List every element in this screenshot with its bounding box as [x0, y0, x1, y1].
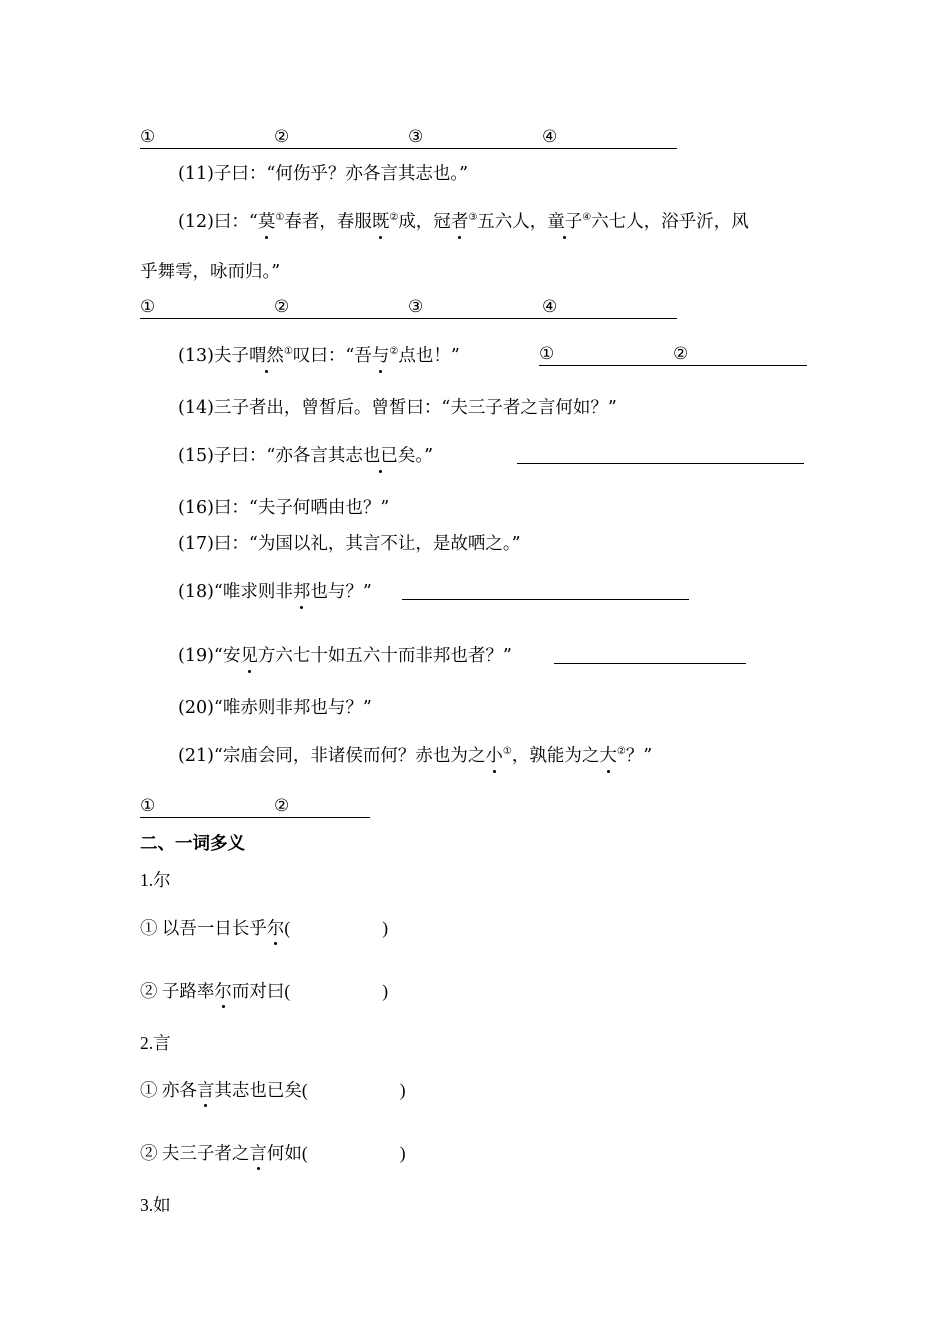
text-line-20: (20)“唯赤则非邦也与？”: [178, 698, 372, 718]
dotted-word: 小: [485, 746, 503, 766]
blank-number: ②: [673, 344, 689, 364]
text-segment: 成，冠: [398, 212, 451, 232]
dotted-word: 莫: [257, 212, 276, 232]
footnote-marker: ①: [283, 346, 293, 357]
blank-number: ①: [539, 344, 555, 364]
item-number: ①: [140, 1080, 158, 1100]
item-text: 夫三子者之: [161, 1143, 250, 1163]
footnote-marker: ③: [468, 212, 478, 223]
answer-paren-open: (: [284, 918, 291, 938]
dotted-word: 既: [371, 212, 390, 232]
answer-paren-close: ): [382, 981, 389, 1001]
text-line-12a: [178, 210, 749, 234]
text-segment: 点也！”: [398, 346, 460, 366]
blank-number: ④: [542, 127, 558, 147]
text-segment: (15)子曰：“亦各言其志: [178, 446, 363, 466]
blank-number: ①: [140, 297, 156, 317]
dotted-word: 喟然: [248, 346, 284, 366]
footnote-marker: ①: [275, 212, 285, 223]
text-segment: 叹曰：“吾: [292, 346, 372, 366]
polysemy-item: [140, 916, 388, 940]
answer-blank[interactable]: [517, 463, 804, 464]
text-line-21: [178, 744, 652, 768]
footnote-marker: ②: [616, 746, 626, 757]
answer-blank[interactable]: [140, 795, 370, 818]
text-segment: 也与？”: [310, 582, 372, 602]
blank-number: ③: [408, 127, 424, 147]
text-line-19: [178, 644, 512, 668]
text-segment: (21)“宗庙会同，非诸侯而何？赤也为之: [178, 746, 486, 766]
answer-paren-open: (: [284, 981, 291, 1001]
text-segment: ，孰能为之: [511, 746, 600, 766]
answer-paren-open: (: [301, 1080, 308, 1100]
answer-paren-close: ): [399, 1143, 406, 1163]
polysemy-item: [140, 979, 388, 1003]
text-line-13: [178, 344, 460, 368]
dotted-word: 言: [249, 1143, 267, 1163]
item-number: ①: [140, 918, 158, 938]
footnote-marker: ①: [502, 746, 512, 757]
item-text: 而对曰: [231, 981, 285, 1001]
answer-paren-open: (: [301, 1143, 308, 1163]
item-text: 何如: [266, 1143, 302, 1163]
answer-paren-close: ): [382, 918, 389, 938]
blank-number: ②: [274, 297, 290, 317]
text-segment: (13)夫子: [178, 346, 249, 366]
text-segment: (18)“唯求则非: [178, 582, 293, 602]
group-heading: 3.如: [140, 1195, 171, 1215]
text-line-15: [178, 444, 433, 468]
dotted-word: 言: [196, 1080, 215, 1100]
text-line-12b: 乎舞雩，咏而归。”: [140, 262, 281, 282]
dotted-word: 与: [371, 346, 390, 366]
answer-paren-close: ): [399, 1080, 406, 1100]
text-segment: 春者，春服: [284, 212, 372, 232]
text-segment: 五六人，: [477, 212, 548, 232]
text-line-17: (17)曰：“为国以礼，其言不让，是故哂之。”: [178, 534, 521, 554]
group-heading: 2.言: [140, 1033, 171, 1053]
text-line-14: (14)三子者出，曾皙后。曾皙曰：“夫三子者之言何如？”: [178, 398, 617, 418]
polysemy-item: [140, 1078, 406, 1102]
answer-blanks-row-3: [539, 343, 807, 367]
item-text: 子路率: [161, 981, 215, 1001]
blank-number: ④: [542, 297, 558, 317]
text-segment: 矣。”: [397, 446, 434, 466]
answer-blanks-row-2: [140, 296, 677, 320]
dotted-word: 邦: [292, 582, 311, 602]
answer-blank[interactable]: [402, 599, 689, 600]
blank-number: ①: [140, 796, 156, 816]
item-number: ②: [140, 1143, 158, 1163]
item-text: 亦各: [161, 1080, 197, 1100]
dotted-word: 者: [450, 212, 469, 232]
answer-blanks-row-4: [140, 795, 370, 819]
text-line-16: (16)曰：“夫子何哂由也？”: [178, 498, 390, 518]
footnote-marker: ②: [389, 212, 399, 223]
text-segment: ？”: [625, 746, 653, 766]
dotted-word: 见: [240, 646, 258, 666]
text-segment: (19)“安: [178, 646, 241, 666]
answer-blank[interactable]: [554, 663, 746, 664]
text-segment: 六七人，浴乎沂，风: [591, 212, 749, 232]
text-segment: 方六七十如五六十而非邦也者？”: [257, 646, 512, 666]
text-line-18: [178, 580, 372, 604]
polysemy-item: [140, 1141, 406, 1165]
item-text: 其志也已矣: [214, 1080, 302, 1100]
blank-number: ②: [274, 127, 290, 147]
dotted-word: 尔: [214, 981, 232, 1001]
item-text: 以吾一日长乎: [161, 918, 267, 938]
text-segment: (12)曰：“: [178, 212, 258, 232]
section-heading: 二、一词多义: [140, 834, 245, 854]
blank-number: ③: [408, 297, 424, 317]
dotted-word: 大: [599, 746, 617, 766]
item-number: ②: [140, 981, 158, 1001]
dotted-word: 童子: [547, 212, 583, 232]
blank-number: ①: [140, 127, 156, 147]
answer-blanks-row-1: [140, 126, 677, 150]
text-line-11: (11)子曰：“何伤乎？亦各言其志也。”: [178, 164, 469, 184]
footnote-marker: ②: [389, 346, 399, 357]
dotted-word: 尔: [266, 918, 285, 938]
group-heading: 1.尔: [140, 870, 171, 890]
footnote-marker: ④: [582, 212, 592, 223]
blank-number: ②: [274, 796, 290, 816]
dotted-word: 也已: [362, 446, 398, 466]
